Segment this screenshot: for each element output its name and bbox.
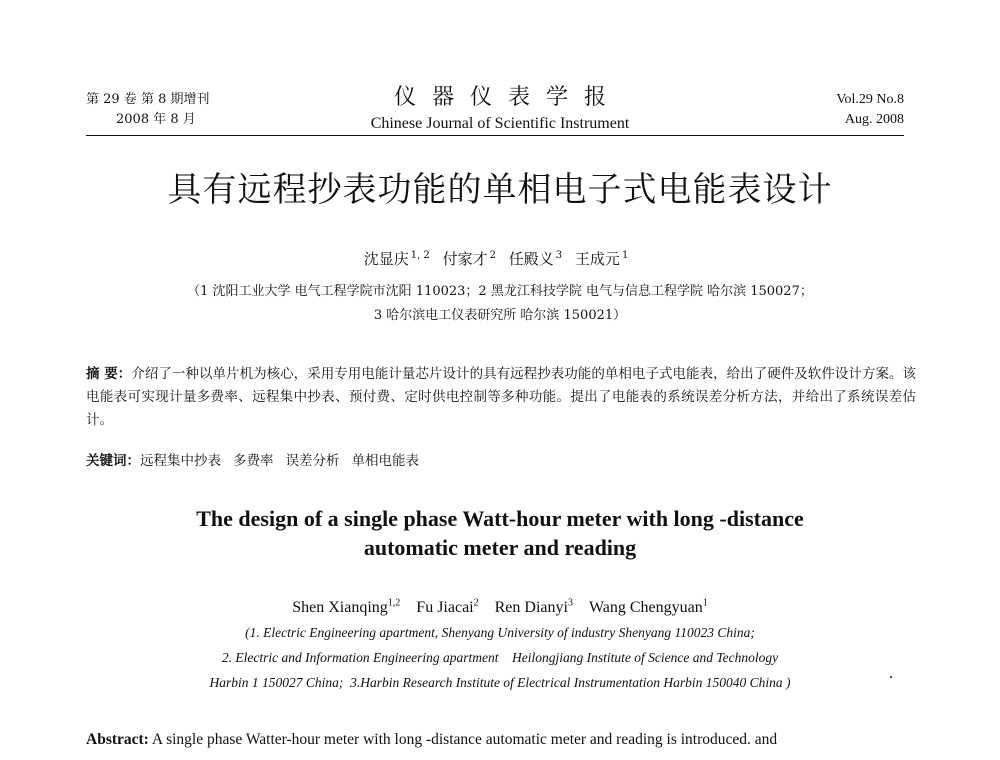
author-name-en: Wang Chengyuan <box>588 599 703 617</box>
author-list-en <box>0 594 1000 618</box>
affiliations-cn <box>0 280 1000 328</box>
author-affiliation-mark: 2 <box>473 598 479 609</box>
volume-issue-en: Vol.29 No.8 <box>836 92 904 107</box>
affiliation-line-en: Harbin 1 150027 China; 3.Harbin Research Institute of Electrical Instrumentation Harbin 150040 China ) <box>209 675 791 690</box>
author-name-cn: 沈显庆 <box>363 250 409 268</box>
author-en <box>416 599 478 616</box>
paper-title-cn: 具有远程抄表功能的单相电子式电能表设计 <box>167 170 833 210</box>
affiliation-line-cn: （1 沈阳工业大学 电气工程学院市沈阳 110023；2 黑龙江科技学院 电气与信息工程学院 哈尔滨 150027； <box>187 284 813 299</box>
abstract-label-cn: 摘 要： <box>86 366 132 382</box>
keyword: 多费率 <box>233 453 274 469</box>
journal-volume-info-en <box>836 90 904 130</box>
author-name-en: Shen Xianqing <box>292 599 388 617</box>
author-affiliation-mark: 3 <box>555 250 563 261</box>
keywords-cn <box>86 450 916 472</box>
author-affiliation-mark: 3 <box>567 598 573 609</box>
author-affiliation-mark: 1 <box>621 250 629 261</box>
keyword: 单相电能表 <box>351 453 419 469</box>
author-affiliation-mark: 1, 2 <box>410 250 430 261</box>
abstract-cn <box>86 363 916 432</box>
author-name-en: Ren Dianyi <box>494 599 568 617</box>
date-cn: 2008 年 8 月 <box>116 112 196 127</box>
author-en <box>589 599 708 616</box>
author-name-cn: 王成元 <box>574 250 620 268</box>
paper-title-en <box>0 504 1000 562</box>
author-name-cn: 任殿义 <box>508 250 554 268</box>
author-en <box>292 599 400 616</box>
header-rule <box>86 135 904 136</box>
abstract-en <box>86 730 916 750</box>
journal-volume-info-cn <box>86 90 209 130</box>
volume-issue-cn: 第 29 卷 第 8 期增刊 <box>86 92 210 107</box>
paper-title-en-line2: automatic meter and reading <box>363 535 637 560</box>
keywords-label-cn: 关键词： <box>86 453 140 469</box>
journal-name-en: Chinese Journal of Scientific Instrument <box>370 115 630 132</box>
affiliation-line-cn: 3 哈尔滨电工仪表研究所 哈尔滨 150021） <box>373 308 627 323</box>
author-name-en: Fu Jiacai <box>416 599 474 617</box>
journal-name-cn: 仪器仪表学报 <box>393 85 622 110</box>
author-list-cn <box>0 246 1000 269</box>
journal-name <box>330 84 670 134</box>
date-en: Aug. 2008 <box>844 112 904 127</box>
author-name-cn: 付家才 <box>442 250 488 268</box>
affiliation-line-en: 2. Electric and Information Engineering apartment Heilongjiang Institute of Science and Technology <box>221 650 779 665</box>
abstract-text-cn: 介绍了一种以单片机为核心，采用专用电能计量芯片设计的具有远程抄表功能的单相电子式电能表，给出了硬件及软件设计方案。该电能表可实现计量多费率、远程集中抄表、预付费、定时供电控制等多种功能。提出了电能表的系统误差分析方法，并给出了系统误差估计。 <box>86 366 917 428</box>
affiliation-line-en: (1. Electric Engineering apartment, Shenyang University of industry Shenyang 110023 China; <box>245 625 755 640</box>
keyword: 误差分析 <box>285 453 340 469</box>
author-affiliation-mark: 1,2 <box>387 598 401 609</box>
author-en <box>495 599 573 616</box>
paper-title-en-line1: The design of a single phase Watt-hour meter with long -distance <box>196 506 804 531</box>
author-affiliation-mark: 1 <box>702 598 708 609</box>
author-affiliation-mark: 2 <box>489 250 496 261</box>
keyword: 远程集中抄表 <box>140 453 221 469</box>
scan-speck <box>890 676 892 678</box>
abstract-label-en: Abstract: <box>86 731 149 748</box>
abstract-text-en: A single phase Watter-hour meter with long -distance automatic meter and reading is introduced. and <box>151 731 778 748</box>
affiliations-en <box>0 620 1000 695</box>
